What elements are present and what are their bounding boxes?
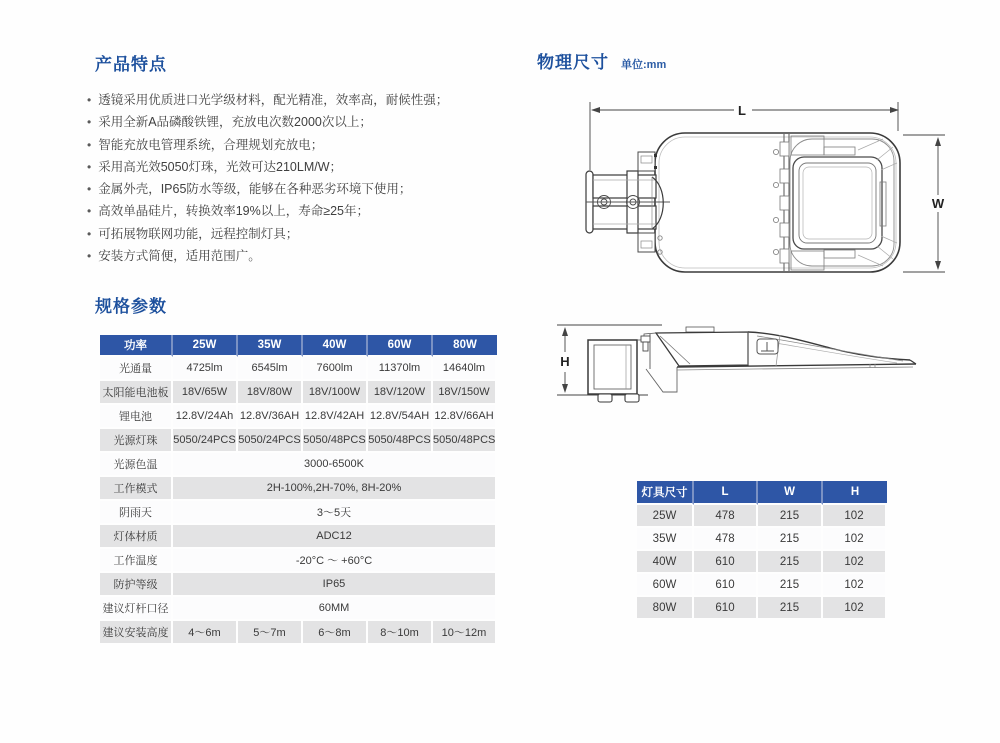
spec-value-cell: 10～12m (433, 621, 497, 645)
dim-value-cell: 35W (637, 528, 694, 551)
spec-header-cell: 60W (368, 335, 433, 357)
spec-row (100, 621, 497, 645)
spec-header-cell: 80W (433, 335, 497, 357)
dim-header-cell: L (694, 481, 758, 505)
feature-item (87, 223, 515, 245)
bullet-icon: • (87, 93, 92, 107)
spec-value-cell: 11370lm (368, 357, 433, 381)
spec-value-cell: 12.8V/42AH (303, 405, 368, 429)
spec-span-cell: 60MM (173, 597, 497, 621)
dim-header-cell: W (758, 481, 823, 505)
features-section (87, 54, 515, 267)
unit-label: 单位:mm (621, 59, 667, 71)
spec-span-cell: 3～5天 (173, 501, 497, 525)
spec-value-cell: 18V/150W (433, 381, 497, 405)
feature-item (87, 89, 515, 111)
feature-item (87, 156, 515, 178)
bullet-icon: • (87, 249, 92, 264)
spec-label-cell: 灯体材质 (100, 525, 173, 549)
dim-value-cell: 610 (694, 551, 758, 574)
spec-label-cell: 锂电池 (100, 405, 173, 429)
dim-row (637, 597, 887, 620)
dim-value-cell: 102 (823, 505, 887, 528)
spec-row (100, 429, 497, 453)
spec-value-cell: 5050/48PCS (433, 429, 497, 453)
features-title: 产品特点 (95, 55, 167, 74)
dim-value-cell: 40W (637, 551, 694, 574)
feature-text: 金属外壳，IP65防水等级，能够在各种恶劣环境下使用； (98, 182, 412, 197)
spec-value-cell: 5050/24PCS (238, 429, 303, 453)
spec-value-cell: 6～8m (303, 621, 368, 645)
spec-label-cell: 阴雨天 (100, 501, 173, 525)
spec-value-cell: 4725lm (173, 357, 238, 381)
spec-header-cell: 35W (238, 335, 303, 357)
spec-span-cell: -20°C ～ +60°C (173, 549, 497, 573)
physical-title: 物理尺寸 (537, 53, 609, 72)
spec-row (100, 597, 497, 621)
bullet-icon: • (87, 204, 92, 219)
spec-value-cell: 8～10m (368, 621, 433, 645)
spec-value-cell: 12.8V/24Ah (173, 405, 238, 429)
bullet-icon: • (87, 182, 92, 197)
dim-header-row (637, 481, 887, 505)
top-view-drawing (553, 85, 983, 297)
dim-row (637, 528, 887, 551)
spec-value-cell: 6545lm (238, 357, 303, 381)
dim-value-cell: 215 (758, 528, 823, 551)
dim-value-cell: 610 (694, 597, 758, 620)
spec-value-cell: 14640lm (433, 357, 497, 381)
dim-value-cell: 102 (823, 597, 887, 620)
dim-value-cell: 25W (637, 505, 694, 528)
feature-text: 透镜采用优质进口光学级材料，配光精准，效率高，耐候性强； (98, 93, 449, 107)
specs-title: 规格参数 (95, 297, 167, 316)
dim-value-cell: 610 (694, 574, 758, 597)
feature-item (87, 178, 515, 200)
physical-section-header (537, 52, 666, 74)
spec-row (100, 549, 497, 573)
bullet-icon: • (87, 115, 92, 130)
dim-value-cell: 102 (823, 528, 887, 551)
spec-span-cell: ADC12 (173, 525, 497, 549)
spec-label-cell: 工作温度 (100, 549, 173, 573)
dim-value-cell: 102 (823, 574, 887, 597)
feature-item (87, 245, 515, 267)
spec-label-cell: 光源灯珠 (100, 429, 173, 453)
dim-label-l: L (738, 103, 746, 118)
feature-text: 安装方式简便，适用范围广。 (98, 249, 261, 264)
spec-value-cell: 5050/48PCS (368, 429, 433, 453)
spec-label-cell: 建议灯杆口径 (100, 597, 173, 621)
feature-item (87, 134, 515, 156)
spec-table-body (100, 357, 497, 645)
feature-text: 智能充放电管理系统，合理规划充放电； (98, 137, 324, 152)
spec-row (100, 357, 497, 381)
spec-value-cell: 18V/80W (238, 381, 303, 405)
feature-text: 采用高光效5050灯珠，光效可达210LM/W； (98, 159, 343, 174)
spec-header-cell: 功率 (100, 335, 173, 357)
spec-value-cell: 4～6m (173, 621, 238, 645)
spec-value-cell: 12.8V/36AH (238, 405, 303, 429)
dim-value-cell: 478 (694, 505, 758, 528)
spec-row (100, 405, 497, 429)
dimensions-section (637, 481, 887, 620)
spec-value-cell: 5～7m (238, 621, 303, 645)
dim-value-cell: 215 (758, 505, 823, 528)
spec-row (100, 573, 497, 597)
spec-value-cell: 5050/24PCS (173, 429, 238, 453)
spec-row (100, 525, 497, 549)
dim-label-w: W (931, 196, 945, 211)
dim-value-cell: 215 (758, 551, 823, 574)
feature-item (87, 200, 515, 222)
spec-row (100, 501, 497, 525)
spec-value-cell: 18V/100W (303, 381, 368, 405)
spec-value-cell: 12.8V/66AH (433, 405, 497, 429)
dim-header-cell: 灯具尺寸 (637, 481, 694, 505)
spec-span-cell: 3000-6500K (173, 453, 497, 477)
spec-label-cell: 太阳能电池板 (100, 381, 173, 405)
dimensions-table (637, 481, 887, 620)
dim-row (637, 574, 887, 597)
spec-row (100, 477, 497, 501)
feature-item (87, 111, 515, 133)
dim-table-body (637, 505, 887, 620)
specs-section (95, 296, 497, 645)
spec-row (100, 381, 497, 405)
side-view-drawing (548, 300, 933, 412)
spec-value-cell: 5050/48PCS (303, 429, 368, 453)
spec-value-cell: 18V/120W (368, 381, 433, 405)
dim-row (637, 505, 887, 528)
spec-label-cell: 光通量 (100, 357, 173, 381)
dim-header-cell: H (823, 481, 887, 505)
dim-value-cell: 478 (694, 528, 758, 551)
dim-value-cell: 215 (758, 574, 823, 597)
bullet-icon: • (87, 226, 92, 241)
spec-label-cell: 防护等级 (100, 573, 173, 597)
spec-row (100, 453, 497, 477)
feature-text: 高效单晶硅片，转换效率19%以上，寿命≥25年； (98, 204, 369, 219)
spec-label-cell: 建议安装高度 (100, 621, 173, 645)
spec-header-cell: 40W (303, 335, 368, 357)
spec-span-cell: 2H-100%,2H-70%, 8H-20% (173, 477, 497, 501)
bullet-icon: • (87, 159, 92, 174)
feature-list (87, 89, 515, 267)
dim-value-cell: 215 (758, 597, 823, 620)
dim-value-cell: 60W (637, 574, 694, 597)
spec-span-cell: IP65 (173, 573, 497, 597)
spec-table (100, 335, 497, 645)
spec-label-cell: 光源色温 (100, 453, 173, 477)
spec-header-cell: 25W (173, 335, 238, 357)
spec-value-cell: 18V/65W (173, 381, 238, 405)
dim-value-cell: 102 (823, 551, 887, 574)
feature-text: 可拓展物联网功能，远程控制灯具； (98, 226, 299, 241)
dim-label-h: H (560, 354, 570, 369)
bullet-icon: • (87, 137, 92, 152)
spec-label-cell: 工作模式 (100, 477, 173, 501)
spec-value-cell: 7600lm (303, 357, 368, 381)
dim-row (637, 551, 887, 574)
spec-value-cell: 12.8V/54AH (368, 405, 433, 429)
spec-header-row (100, 335, 497, 357)
feature-text: 采用全新A品磷酸铁锂，充放电次数2000次以上； (98, 115, 372, 130)
dim-value-cell: 80W (637, 597, 694, 620)
